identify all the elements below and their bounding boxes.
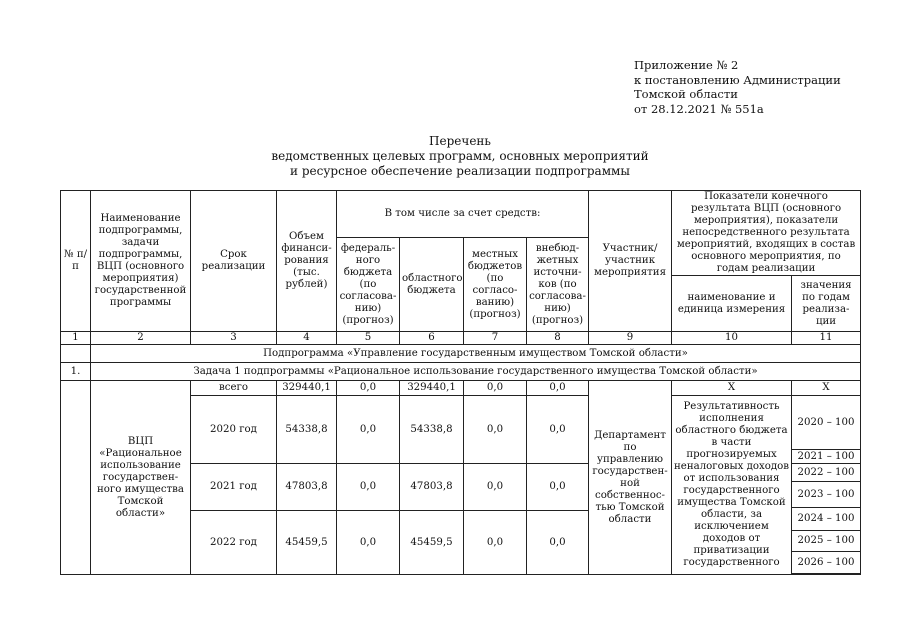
task-num: 1.	[61, 363, 91, 381]
row-extra: 0,0	[527, 511, 589, 575]
row-federal: 0,0	[337, 396, 400, 464]
indicator-value: 2026 – 100	[792, 552, 861, 574]
indicator-value: 2025 – 100	[792, 531, 861, 552]
header-volume: Объем финанси-рования (тыс. рублей)	[277, 191, 337, 332]
appendix-line: Томской области	[634, 87, 738, 101]
row-local: 0,0	[464, 381, 527, 396]
indicator-description: Результативность исполнения областного бюджета в части прогнозируемых неналоговых доходов от использования государственного имущества Томской области, за исключением доходов от приватизации государственного	[672, 396, 792, 575]
row-volume: 45459,5	[277, 511, 337, 575]
indicator-value: 2023 – 100	[792, 482, 861, 508]
header-including: В том числе за счет средств:	[337, 191, 589, 238]
col-number: 11	[792, 332, 861, 345]
col-number: 6	[400, 332, 464, 345]
col-number: 7	[464, 332, 527, 345]
header-participant: Участник/ участник мероприятия	[589, 191, 672, 332]
header-local: местных бюджетов (по согласо-ванию) (прогноз)	[464, 238, 527, 332]
value-x: Х	[792, 381, 861, 396]
row-regional: 45459,5	[400, 511, 464, 575]
appendix-line: от 28.12.2021 № 551а	[634, 101, 764, 116]
row-local: 0,0	[464, 511, 527, 575]
row-federal: 0,0	[337, 464, 400, 511]
header-num: № п/п	[61, 191, 91, 332]
col-number: 4	[277, 332, 337, 345]
header-indicator-values: значения по годам реализа-ции	[792, 276, 861, 332]
col-number: 5	[337, 332, 400, 345]
appendix-line: Приложение № 2	[634, 58, 739, 72]
header-term: Срок реализации	[191, 191, 277, 332]
col-number: 10	[672, 332, 792, 345]
row-federal: 0,0	[337, 511, 400, 575]
row-extra: 0,0	[527, 396, 589, 464]
row-volume: 329440,1	[277, 381, 337, 396]
vcp-name: ВЦП «Рациональное использование государствен-ного имущества Томской области»	[91, 381, 191, 575]
heading-line: ведомственных целевых программ, основных мероприятий	[271, 149, 649, 163]
row-regional: 47803,8	[400, 464, 464, 511]
subprogram-title: Подпрограмма «Управление государственным имуществом Томской области»	[91, 345, 861, 363]
row-extra: 0,0	[527, 381, 589, 396]
row-regional: 329440,1	[400, 381, 464, 396]
row-term: всего	[191, 381, 277, 396]
row-federal: 0,0	[337, 381, 400, 396]
header-regional: областного бюджета	[400, 238, 464, 332]
vcp-num-cell	[61, 381, 91, 575]
heading-line: и ресурсное обеспечение реализации подпрограммы	[290, 164, 630, 178]
row-local: 0,0	[464, 396, 527, 464]
appendix-block	[634, 58, 841, 116]
indicator-value: 2021 – 100	[792, 450, 861, 464]
col-number: 1	[61, 332, 91, 345]
indicator-x: Х	[672, 381, 792, 396]
heading-line: Перечень	[429, 134, 491, 148]
header-extra: внебюд-жетных источни-ков (по согласова-нию) (прогноз)	[527, 238, 589, 332]
document-heading	[230, 134, 690, 179]
subprogram-num-cell	[61, 345, 91, 363]
programs-table	[60, 190, 861, 575]
indicator-value: 2024 – 100	[792, 508, 861, 531]
indicator-value-empty	[792, 574, 861, 575]
row-local: 0,0	[464, 464, 527, 511]
row-regional: 54338,8	[400, 396, 464, 464]
col-number: 3	[191, 332, 277, 345]
header-federal: федераль-ного бюджета (по согласова-нию) (прогноз)	[337, 238, 400, 332]
col-number: 8	[527, 332, 589, 345]
header-indicators: Показатели конечного результата ВЦП (основного мероприятия), показатели непосредственного результата мероприятий, входящих в состав основного мероприятия, по годам реализации	[672, 191, 861, 276]
row-volume: 47803,8	[277, 464, 337, 511]
header-name: Наименование подпрограммы, задачи подпрограммы, ВЦП (основного мероприятия) государственной программы	[91, 191, 191, 332]
row-extra: 0,0	[527, 464, 589, 511]
indicator-value: 2022 – 100	[792, 464, 861, 482]
col-number: 9	[589, 332, 672, 345]
col-number: 2	[91, 332, 191, 345]
header-indicator-name: наименование и единица измерения	[672, 276, 792, 332]
row-term: 2021 год	[191, 464, 277, 511]
task-title: Задача 1 подпрограммы «Рациональное использование государственного имущества Томской области»	[91, 363, 861, 381]
row-term: 2020 год	[191, 396, 277, 464]
vcp-participant: Департамент по управлению государствен-ной собственнос-тью Томской области	[589, 381, 672, 575]
appendix-line: к постановлению Администрации	[634, 72, 841, 87]
row-volume: 54338,8	[277, 396, 337, 464]
row-term: 2022 год	[191, 511, 277, 575]
indicator-value: 2020 – 100	[792, 396, 861, 450]
